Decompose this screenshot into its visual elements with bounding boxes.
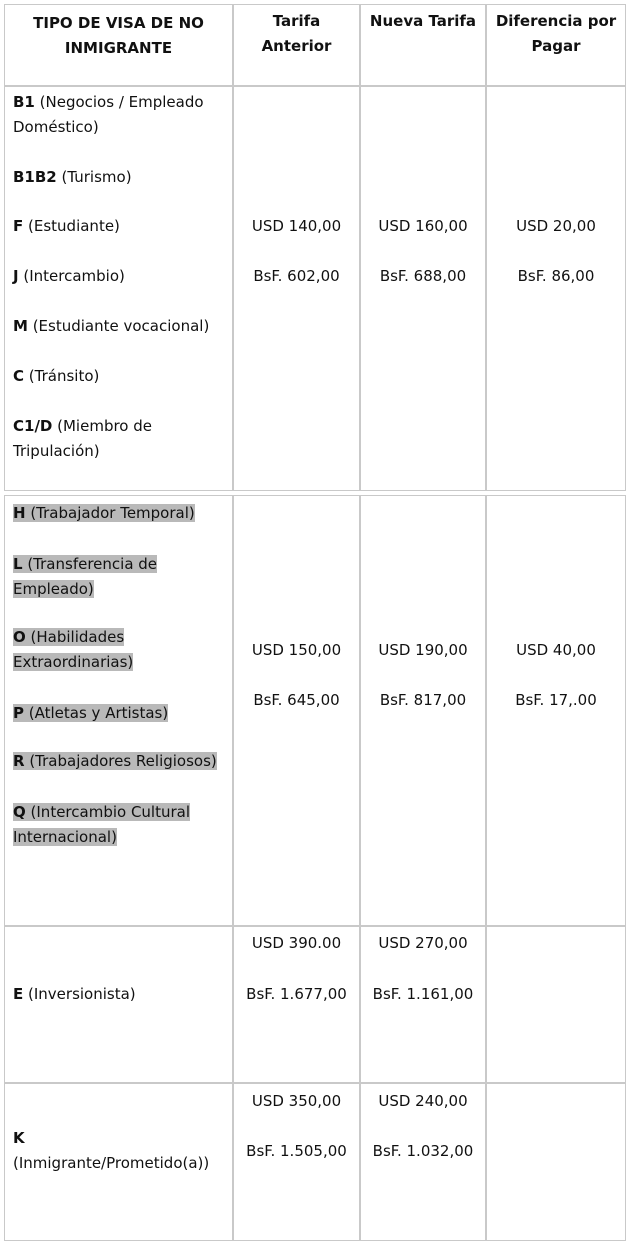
header-visa-type: TIPO DE VISA DE NO INMIGRANTE — [4, 4, 233, 86]
group2-old-usd: USD 150,00 — [251, 641, 342, 659]
group3-difference — [486, 926, 626, 1083]
group4-difference — [486, 1083, 626, 1241]
group3-old-bsf: BsF. 1.677,00 — [246, 985, 347, 1003]
visa-entry-j: J (Intercambio) — [13, 267, 125, 285]
visa-entry-f: F (Estudiante) — [13, 217, 120, 235]
group1-difference — [486, 86, 626, 491]
group1-old-fee — [233, 86, 360, 491]
visa-entry-b1: B1 (Negocios / Empleado Doméstico) — [13, 93, 204, 136]
group3-new-fee — [360, 926, 486, 1083]
group1-old-bsf: BsF. 602,00 — [253, 267, 340, 285]
group4-new-fee — [360, 1083, 486, 1241]
header-difference: Diferencia por Pagar — [486, 4, 626, 86]
visa-entry-b1b2: B1B2 (Turismo) — [13, 168, 132, 186]
visa-entry-m: M (Estudiante vocacional) — [13, 317, 210, 335]
group2-difference — [486, 495, 626, 926]
group2-old-bsf: BsF. 645,00 — [253, 691, 340, 709]
group2-visa-types — [4, 495, 233, 926]
group4-old-usd: USD 350,00 — [251, 1092, 342, 1110]
visa-entry-c1d: C1/D (Miembro de Tripulación) — [13, 417, 152, 460]
group1-old-usd: USD 140,00 — [251, 217, 342, 235]
group1-diff-usd: USD 20,00 — [516, 217, 596, 235]
group3-old-fee — [233, 926, 360, 1083]
visa-entry-h: H (Trabajador Temporal) — [13, 504, 195, 522]
group2-diff-bsf: BsF. 17,.00 — [515, 691, 597, 709]
group1-visa-types — [4, 86, 233, 491]
header-new-fee: Nueva Tarifa — [360, 4, 486, 86]
group2-new-fee — [360, 495, 486, 926]
group4-visa-types — [4, 1083, 233, 1241]
group4-new-usd: USD 240,00 — [378, 1092, 468, 1110]
group2-new-bsf: BsF. 817,00 — [379, 691, 467, 709]
group2-old-fee — [233, 495, 360, 926]
group3-new-usd: USD 270,00 — [378, 934, 468, 952]
visa-entry-l: L (Transferencia de Empleado) — [13, 555, 158, 598]
visa-entry-p: P (Atletas y Artistas) — [13, 704, 169, 722]
group4-old-fee — [233, 1083, 360, 1241]
visa-entry-q: Q (Intercambio Cultural Internacional) — [13, 803, 191, 846]
group1-diff-bsf: BsF. 86,00 — [517, 267, 595, 285]
group1-new-bsf: BsF. 688,00 — [379, 267, 467, 285]
group2-new-usd: USD 190,00 — [378, 641, 468, 659]
header-old-fee: Tarifa Anterior — [233, 4, 360, 86]
group4-new-bsf: BsF. 1.032,00 — [372, 1142, 474, 1160]
group3-visa-types — [4, 926, 233, 1083]
group3-new-bsf: BsF. 1.161,00 — [372, 985, 474, 1003]
group1-new-fee — [360, 86, 486, 491]
group1-new-usd: USD 160,00 — [378, 217, 468, 235]
visa-entry-k: K (Inmigrante/Prometido(a)) — [13, 1129, 210, 1172]
group2-diff-usd: USD 40,00 — [516, 641, 596, 659]
visa-entry-r: R (Trabajadores Religiosos) — [13, 752, 217, 770]
visa-entry-o: O (Habilidades Extraordinarias) — [13, 628, 134, 671]
visa-entry-c: C (Tránsito) — [13, 367, 100, 385]
group3-old-usd: USD 390.00 — [251, 934, 342, 952]
visa-entry-e: E (Inversionista) — [13, 985, 136, 1003]
group4-old-bsf: BsF. 1.505,00 — [246, 1142, 347, 1160]
